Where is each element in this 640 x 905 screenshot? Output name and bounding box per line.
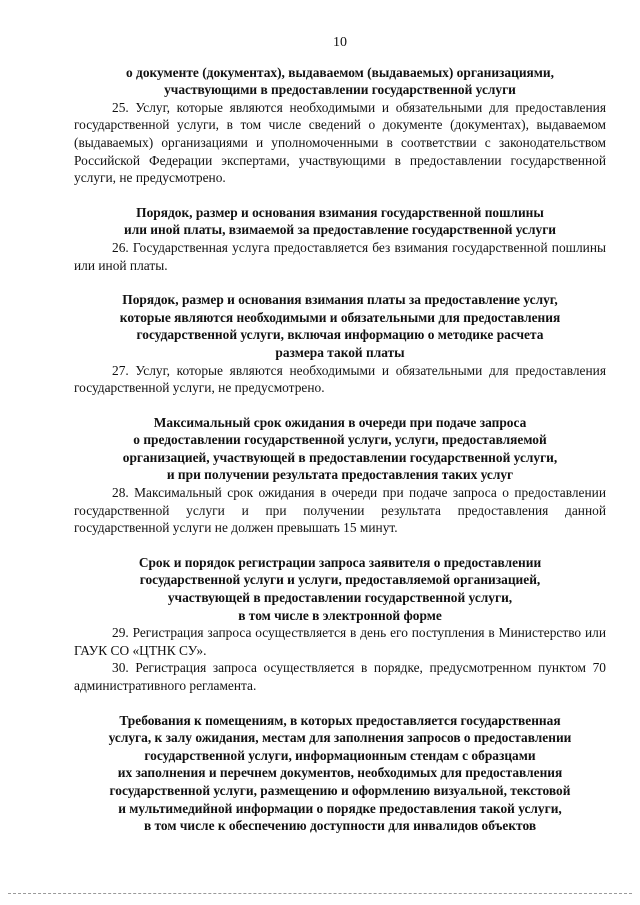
heading-line: о предоставлении государственной услуги, услуги, предоставляемой xyxy=(133,432,547,448)
section-heading xyxy=(74,64,606,99)
heading-line: Порядок, размер и основания взимания платы за предоставление услуг, xyxy=(122,292,558,308)
section-heading xyxy=(74,414,606,484)
paragraph: 29. Регистрация запроса осуществляется в день его поступления в Министерство или ГАУК СО «ЦТНК СУ». xyxy=(74,625,606,658)
heading-line: размера такой платы xyxy=(275,344,405,360)
section-gap xyxy=(74,397,606,414)
heading-line: организацией, участвующей в предоставлении государственной услуги, xyxy=(122,449,558,465)
heading-line: услуга, к залу ожидания, местам для заполнения запросов о предоставлении xyxy=(108,730,572,746)
heading-line: Максимальный срок ожидания в очереди при подаче запроса xyxy=(153,414,527,430)
heading-line: государственной услуги, включая информацию о методике расчета xyxy=(136,327,544,343)
section-gap xyxy=(74,695,606,712)
heading-line: в том числе к обеспечению доступности для инвалидов объектов xyxy=(143,818,537,834)
heading-line: участвующими в предоставлении государственной услуги xyxy=(164,82,516,98)
section-gap xyxy=(74,187,606,204)
heading-line: которые являются необходимыми и обязательными для предоставления xyxy=(119,309,561,325)
heading-line: или иной платы, взимаемой за предоставление государственной услуги xyxy=(123,222,556,238)
page-number: 10 xyxy=(333,35,347,50)
section-heading xyxy=(74,554,606,624)
paragraph: 25. Услуг, которые являются необходимыми и обязательными для предоставления государственной услуги, в том числе сведений о документе (документах), выдаваемом (выдаваемых) организациями и уполномоченными в соответствии с законодательством Российской Федерации экспертами, участвующими в предоставлении государственной услуги, не предусмотрено. xyxy=(74,99,606,186)
section-heading xyxy=(74,712,606,835)
heading-line: и мультимедийной информации о порядке предоставления такой услуги, xyxy=(118,800,562,816)
heading-line: Порядок, размер и основания взимания государственной пошлины xyxy=(136,204,544,220)
heading-line: и при получении результата предоставления таких услуг xyxy=(166,467,514,483)
scan-bottom-edge xyxy=(8,893,632,894)
heading-line: их заполнения и перечнем документов, необходимых для предоставления xyxy=(117,765,563,781)
heading-line: о документе (документах), выдаваемом (выдаваемых) организациями, xyxy=(126,64,554,80)
paragraph: 27. Услуг, которые являются необходимыми и обязательными для предоставления государственной услуги, не предусмотрено. xyxy=(74,362,606,396)
heading-line: государственной услуги, размещению и оформлению визуальной, текстовой xyxy=(109,782,571,798)
document-body xyxy=(74,64,606,835)
paragraph: 28. Максимальный срок ожидания в очереди при подаче запроса о предоставлении государственной услуги и при получении результата предоставления данной государственной услуги не должен превышать 15 минут. xyxy=(74,485,606,536)
heading-line: государственной услуги, информационным стендам с образцами xyxy=(144,747,536,763)
heading-line: государственной услуги и услуги, предоставляемой организацией, xyxy=(139,572,541,588)
section-heading xyxy=(74,291,606,361)
paragraph: 26. Государственная услуга предоставляется без взимания государственной пошлины или иной платы. xyxy=(74,239,606,273)
heading-line: Требования к помещениям, в которых предоставляется государственная xyxy=(119,712,561,728)
section-gap xyxy=(74,274,606,291)
heading-line: Срок и порядок регистрации запроса заявителя о предоставлении xyxy=(138,554,542,570)
heading-line: участвующей в предоставлении государственной услуги, xyxy=(167,590,513,606)
heading-line: в том числе в электронной форме xyxy=(238,607,442,623)
section-heading xyxy=(74,204,606,239)
section-gap xyxy=(74,537,606,554)
document-page xyxy=(74,34,606,835)
paragraph: 30. Регистрация запроса осуществляется в порядке, предусмотренном пунктом 70 административного регламента. xyxy=(74,660,606,693)
